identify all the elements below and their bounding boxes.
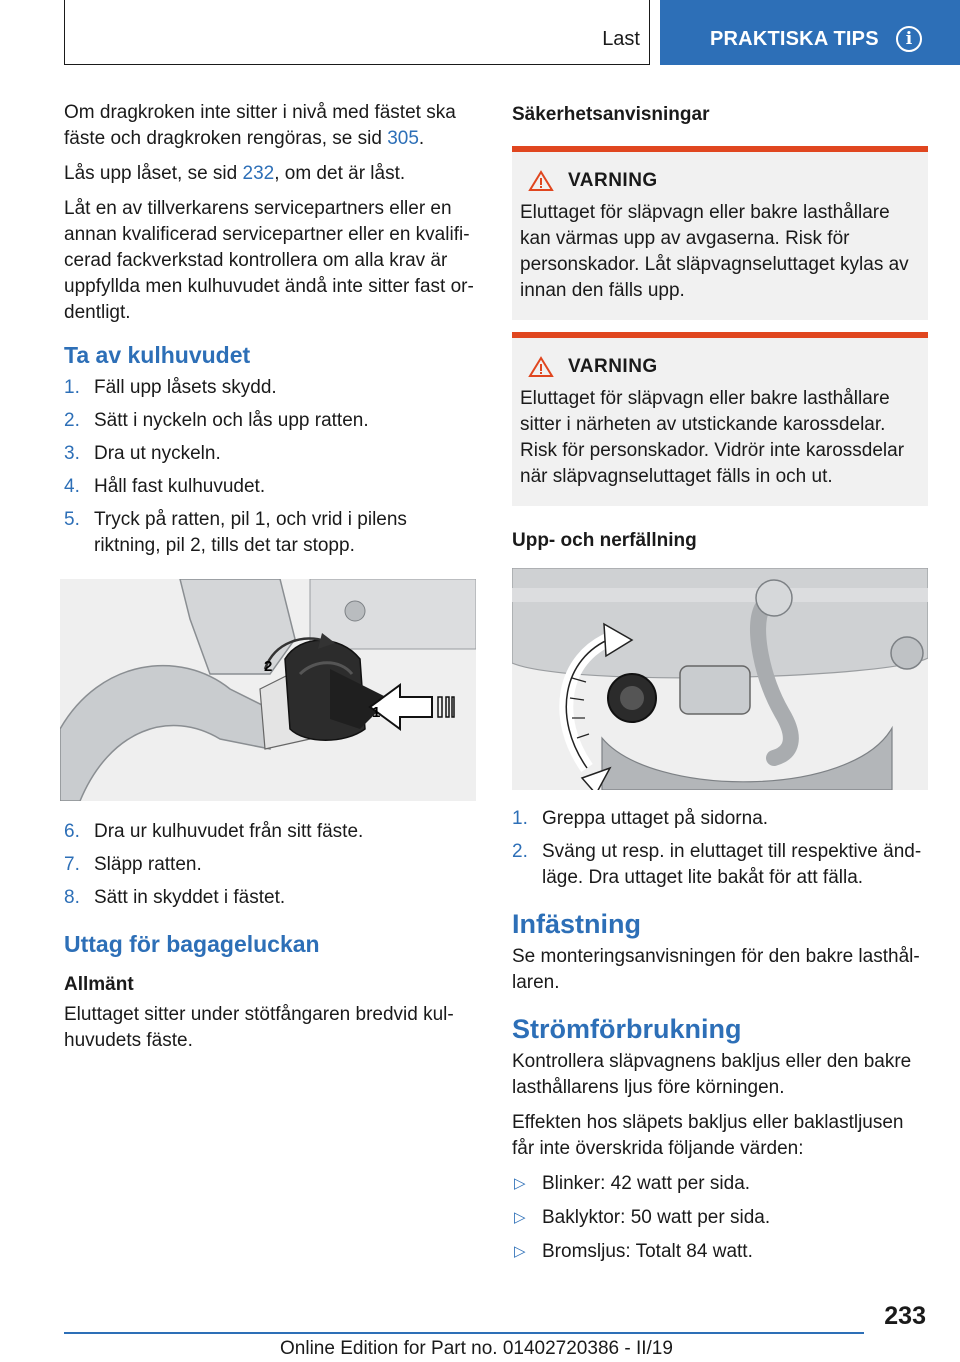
paragraph-alignment: Om dragkroken inte sitter i nivå med fästet ska fäste och dragkroken rengöras, se sid 305.: [64, 102, 456, 149]
warning-box: [512, 332, 928, 506]
heading-trunk-socket: Uttag för bagageluckan: [64, 931, 320, 957]
paragraph-unlock: Lås upp låset, se sid 232, om det är låst.: [64, 163, 406, 184]
page-link-305[interactable]: 305: [387, 128, 419, 149]
list-item: 4. Håll fast kulhuvudet.: [64, 476, 266, 497]
header-frame: [64, 0, 650, 65]
heading-general: Allmänt: [64, 974, 134, 995]
steps-remove-list-continued: [64, 819, 478, 911]
warning-title: VARNING: [568, 170, 658, 191]
footer-divider: [64, 1332, 864, 1334]
paragraph-mounting: Se monteringsanvisningen för den bakre lasthållaren.: [512, 946, 920, 993]
paragraph-service: Låt en av tillverkarens servicepartners eller en annan kvalificerad servicepartner eller en kvalificerad fackverkstad kontrollera om alla krav är uppfyllda men kulhuvudet ändå inte sitter fast ordentligt.: [64, 198, 474, 323]
heading-fold: Upp- och nerfällning: [512, 530, 697, 551]
list-item: 3. Dra ut nyckeln.: [64, 443, 221, 464]
edition-text: Online Edition for Part no. 01402720386 - II/19: [280, 1338, 673, 1359]
heading-mounting: Infästning: [512, 909, 641, 939]
right-column: [512, 100, 928, 1273]
list-item: 8. Sätt in skyddet i fästet.: [64, 887, 286, 908]
list-item: 1. Greppa uttaget på sidorna.: [512, 808, 769, 829]
power-limits-list: [512, 1171, 928, 1265]
heading-remove-ball-head: Ta av kulhuvudet: [64, 342, 251, 368]
list-item: ▷ Baklyktor: 50 watt per sida.: [512, 1205, 928, 1231]
list-item: 2. Sväng ut resp. in eluttaget till respektive ändläge. Dra uttaget lite bakåt för att fälla.: [512, 841, 922, 888]
heading-power: Strömförbrukning: [512, 1014, 742, 1044]
chapter-title: PRAKTISKA TIPS: [710, 28, 879, 50]
page-link-232[interactable]: 232: [242, 163, 275, 184]
warning-title: VARNING: [568, 356, 658, 377]
socket-fold-illustration: [512, 568, 928, 790]
list-item: 1. Fäll upp låsets skydd.: [64, 377, 277, 398]
paragraph-power-limits: Effekten hos släpets bakljus eller baklastljusen får inte överskrida följande värden:: [512, 1112, 904, 1159]
list-item: 5. Tryck på ratten, pil 1, och vrid i pilens riktning, pil 2, tills det tar stopp.: [64, 509, 407, 556]
arrow-label-1: 1: [372, 704, 381, 721]
warning-triangle-icon: [528, 356, 554, 378]
page-number: 233: [884, 1302, 926, 1330]
list-item: 6. Dra ur kulhuvudet från sitt fäste.: [64, 821, 364, 842]
list-item: ▷ Blinker: 42 watt per sida.: [512, 1171, 928, 1197]
ball-head-illustration: [60, 579, 476, 801]
heading-safety: Säkerhetsanvisningar: [512, 104, 710, 125]
section-title: Last: [602, 28, 640, 50]
left-column: [64, 100, 478, 1063]
warning-box: [512, 146, 928, 320]
warning-text: Eluttaget för släpvagn eller bakre lasthållare sitter i närheten av utstickande karossdelar. Risk för personskador. Vidrör inte karossdelar när släpvagnseluttaget fälls in och ut.: [520, 388, 905, 487]
paragraph-power-check: Kontrollera släpvagnens bakljus eller den bakre lasthållarens ljus före körningen.: [512, 1051, 912, 1098]
bullet-triangle-icon: ▷: [514, 1209, 526, 1226]
chapter-tab[interactable]: [660, 0, 960, 65]
paragraph-socket-location: Eluttaget sitter under stötfångaren bredvid kulhuvudets fäste.: [64, 1004, 454, 1051]
warning-triangle-icon: [528, 170, 554, 192]
bullet-triangle-icon: ▷: [514, 1175, 526, 1192]
steps-fold-list: [512, 806, 928, 891]
warning-text: Eluttaget för släpvagn eller bakre lasthållare kan värmas upp av avgaserna. Risk för personskador. Låt släpvagnseluttaget kylas av innan den fälls upp.: [520, 202, 909, 301]
bullet-triangle-icon: ▷: [514, 1243, 526, 1260]
list-item: 2. Sätt i nyckeln och lås upp ratten.: [64, 410, 369, 431]
steps-remove-list: [64, 375, 478, 559]
list-item: 7. Släpp ratten.: [64, 854, 202, 875]
info-icon[interactable]: i: [896, 26, 922, 52]
arrow-label-2: 2: [264, 658, 273, 675]
list-item: ▷ Bromsljus: Totalt 84 watt.: [512, 1239, 928, 1265]
